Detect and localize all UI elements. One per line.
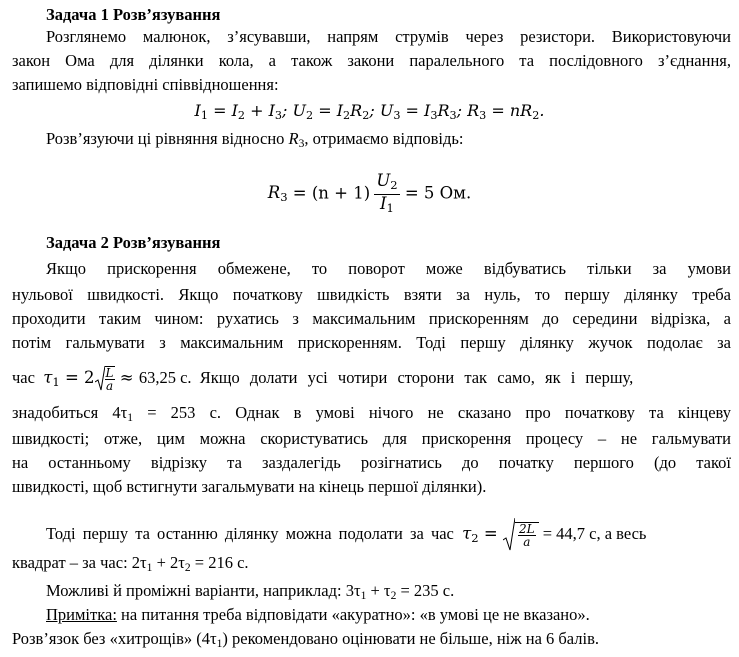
task2-line-11: квадрат – за час: $2\tau_1 + 2\tau_2 = 216$ с. (12, 553, 249, 574)
solve-tail: , отримаємо відповідь: (304, 129, 464, 148)
answer-lhs: R (267, 183, 281, 203)
sqrt-symbol-2: $\frac{2L}{a}$ (503, 518, 539, 552)
task2-line-1: Якщо прискорення обмежене, то поворот може відбуватись тільки за умови (46, 259, 731, 278)
task2-line-12: Можливі й проміжні варіанти, наприклад: $3\tau_1 + \tau_2 = 235$ с. (46, 581, 455, 602)
task2-line-7: швидкості; отже, цим можна скористуватись для прискорення процесу – не гальмувати (12, 429, 731, 448)
task1-heading: Задача 1 Розв’язування (46, 5, 221, 24)
note-text: на питання треба відповідати «акуратно»: «в умові це не вказано». (116, 605, 590, 624)
task1-answer: $R_3 = (n + 1)$ $\frac{U_2}{I_1}$ = 5 Ом. (267, 171, 472, 215)
task1-equations: $I_1 = I_2 + I_3$; $U_2 = I_2R_2$; $U_3 = I_3R_3$; $R_3 = nR_2$. (194, 101, 545, 122)
task1-line-1: Розглянемо малюнок, з’ясувавши, напрям струмів через резистори. Використовуючи (46, 27, 731, 46)
task1-line-2: закон Ома для ділянки кола, а також закони паралельного та послідовного з’єднання, (12, 51, 731, 70)
answer-fraction: $\frac{U_2}{I_1}$ (376, 171, 398, 215)
task2-last-line: Розв’язок без «хитрощів» $(4\tau_1)$ рекомендовано оцінювати не більше, ніж на 6 балів. (12, 629, 600, 650)
answer-rhs: = 5 Ом. (399, 183, 472, 203)
task2-line-8: на останньому відрізку та заздалегідь розігнатись до початку першого (до такої (12, 453, 731, 472)
solve-var-sub: 3 (298, 138, 305, 150)
task2-note (0, 604, 739, 626)
task2-line-9: швидкості, щоб встигнути загальмувати на кінець першої ділянки). (12, 477, 487, 496)
solve-var: R (288, 129, 299, 148)
task1-line-3: запишемо відповідні співвідношення: (12, 75, 279, 94)
task2-line-5: час $\tau_1 = 2$ $\frac{L}{a}$ ≈ 63,25 с. Якщо долати усі чотири сторони так само, як і першу, (12, 366, 634, 393)
task2-line-10: Тоді першу та останню ділянку можна подолати за час $\tau_2$ = $\frac{2L}{a}$ = 44,7 с, а весь (0, 518, 739, 552)
task2-line-2: нульової швидкості. Якщо початкову швидкість взяти за нуль, то першу ділянку треба (12, 285, 731, 304)
note-label: Примітка: (46, 605, 117, 624)
task1-solve-line (0, 128, 739, 155)
task2-heading: Задача 2 Розв’язування (46, 233, 221, 252)
task2-line-4: потім гальмувати з максимальним прискоренням. Тоді першу ділянку жучок подолає за (12, 333, 731, 352)
answer-mid: = (n + 1) (287, 183, 371, 203)
solve-text: Розв’язуючи ці рівняння відносно (46, 129, 285, 148)
task2-line-6: знадобиться $4\tau_1 = 253$ с. Однак в умові нічого не сказано про початкову та кінцеву (12, 403, 731, 424)
sqrt-symbol: $\frac{L}{a}$ (95, 366, 115, 392)
task2-line-3: проходити таким чином: рухатись з максимальним прискоренням до середини відрізка, а (12, 309, 731, 328)
